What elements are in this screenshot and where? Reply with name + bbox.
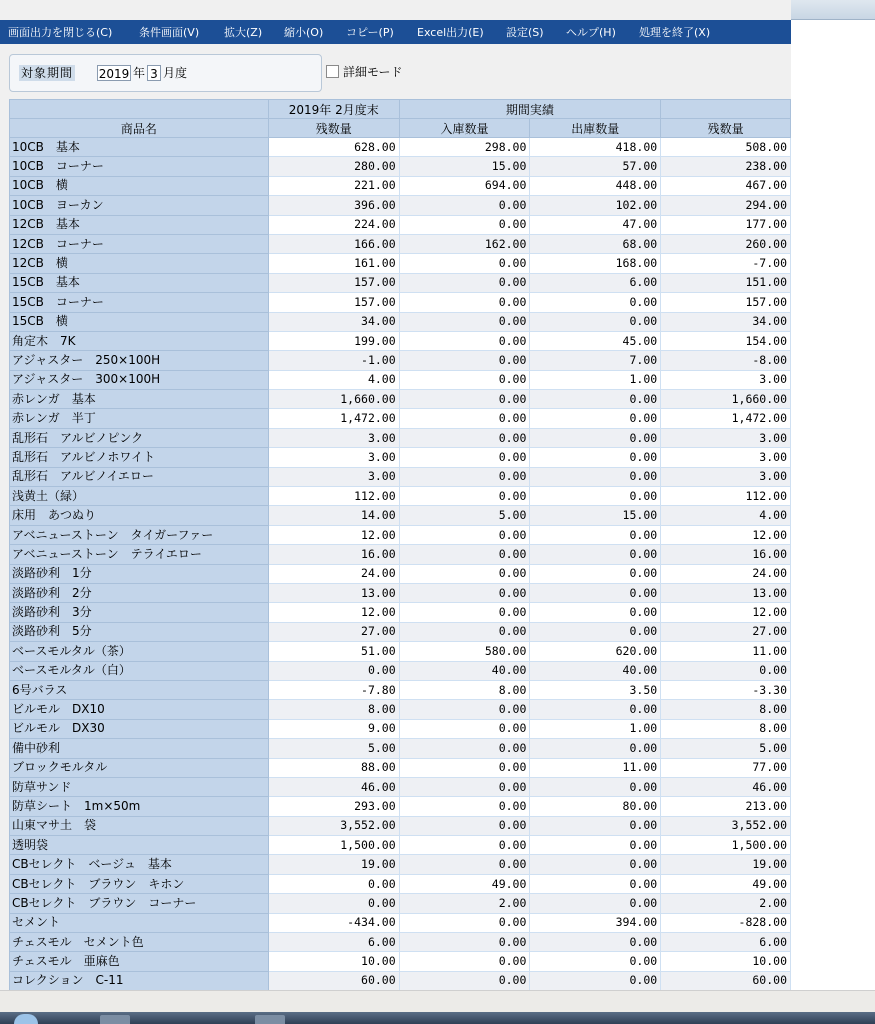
taskbar-app-icon[interactable] <box>100 1015 130 1024</box>
year-input[interactable]: 2019 <box>98 67 130 81</box>
product-name-cell: コレクション C-11 <box>10 971 269 990</box>
out-qty-cell: 0.00 <box>530 933 661 952</box>
prev-balance-cell: 27.00 <box>268 622 399 641</box>
in-qty-cell: 0.00 <box>399 525 530 544</box>
prev-balance-cell: 14.00 <box>268 506 399 525</box>
out-qty-cell: 0.00 <box>530 448 661 467</box>
in-qty-cell: 0.00 <box>399 448 530 467</box>
product-name-cell: ベースモルタル（茶） <box>10 642 269 661</box>
in-qty-cell: 0.00 <box>399 545 530 564</box>
in-qty-cell: 298.00 <box>399 138 530 157</box>
table-row[interactable] <box>10 390 791 409</box>
product-name-cell: 防草サンド <box>10 777 269 796</box>
header-prev-balance: 残数量 <box>268 119 399 138</box>
prev-balance-cell: 8.00 <box>268 700 399 719</box>
out-qty-cell: 1.00 <box>530 719 661 738</box>
balance-cell: 8.00 <box>661 719 791 738</box>
product-name-cell: アジャスター 300×100H <box>10 370 269 389</box>
header-out-qty: 出庫数量 <box>530 119 661 138</box>
prev-balance-cell: 5.00 <box>268 739 399 758</box>
table-row[interactable] <box>10 370 791 389</box>
product-name-cell: 備中砂利 <box>10 739 269 758</box>
in-qty-cell: 0.00 <box>399 952 530 971</box>
out-qty-cell: 6.00 <box>530 273 661 292</box>
balance-cell: 4.00 <box>661 506 791 525</box>
balance-cell: 1,660.00 <box>661 390 791 409</box>
inventory-table <box>9 99 791 990</box>
prev-balance-cell: 51.00 <box>268 642 399 661</box>
out-qty-cell: 0.00 <box>530 603 661 622</box>
balance-cell: 151.00 <box>661 273 791 292</box>
table-row[interactable] <box>10 700 791 719</box>
month-input[interactable]: 3 <box>147 65 161 81</box>
product-name-cell: 淡路砂利 3分 <box>10 603 269 622</box>
in-qty-cell: 0.00 <box>399 215 530 234</box>
prev-balance-cell: 3.00 <box>268 448 399 467</box>
out-qty-cell: 0.00 <box>530 293 661 312</box>
in-qty-cell: 40.00 <box>399 661 530 680</box>
table-row[interactable] <box>10 874 791 893</box>
table-row[interactable] <box>10 913 791 932</box>
out-qty-cell: 80.00 <box>530 797 661 816</box>
product-name-cell: 12CB 基本 <box>10 215 269 234</box>
table-row[interactable] <box>10 564 791 583</box>
product-name-cell: 10CB ヨーカン <box>10 196 269 215</box>
balance-cell: 60.00 <box>661 971 791 990</box>
table-row[interactable] <box>10 215 791 234</box>
balance-cell: -8.00 <box>661 351 791 370</box>
prev-balance-cell: 0.00 <box>268 661 399 680</box>
in-qty-cell: 0.00 <box>399 855 530 874</box>
table-row[interactable] <box>10 777 791 796</box>
balance-cell: -7.00 <box>661 254 791 273</box>
balance-cell: 3.00 <box>661 467 791 486</box>
balance-cell: 77.00 <box>661 758 791 777</box>
inventory-grid <box>9 99 791 990</box>
in-qty-cell: 49.00 <box>399 874 530 893</box>
out-qty-cell: 0.00 <box>530 525 661 544</box>
product-name-cell: 淡路砂利 5分 <box>10 622 269 641</box>
out-qty-cell: 0.00 <box>530 467 661 486</box>
prev-balance-cell: 199.00 <box>268 331 399 350</box>
balance-cell: 294.00 <box>661 196 791 215</box>
in-qty-cell: 0.00 <box>399 739 530 758</box>
out-qty-cell: 0.00 <box>530 428 661 447</box>
table-row[interactable] <box>10 836 791 855</box>
table-row[interactable] <box>10 583 791 602</box>
out-qty-cell: 0.00 <box>530 816 661 835</box>
out-qty-cell: 0.00 <box>530 564 661 583</box>
table-row[interactable] <box>10 855 791 874</box>
out-qty-cell: 448.00 <box>530 176 661 195</box>
out-qty-cell: 0.00 <box>530 622 661 641</box>
balance-cell: 34.00 <box>661 312 791 331</box>
prev-balance-cell: 3.00 <box>268 467 399 486</box>
product-name-cell: 淡路砂利 1分 <box>10 564 269 583</box>
table-row[interactable] <box>10 680 791 699</box>
in-qty-cell: 0.00 <box>399 564 530 583</box>
product-name-cell: アベニューストーン テライエロー <box>10 545 269 564</box>
balance-cell: 1,500.00 <box>661 836 791 855</box>
table-row[interactable] <box>10 545 791 564</box>
taskbar <box>0 1012 875 1024</box>
prev-balance-cell: 60.00 <box>268 971 399 990</box>
table-row[interactable] <box>10 351 791 370</box>
out-qty-cell: 0.00 <box>530 409 661 428</box>
balance-cell: 5.00 <box>661 739 791 758</box>
table-row[interactable] <box>10 971 791 990</box>
in-qty-cell: 0.00 <box>399 836 530 855</box>
period-label: 対象期間 <box>21 66 74 80</box>
table-row[interactable] <box>10 642 791 661</box>
table-row[interactable] <box>10 933 791 952</box>
balance-cell: 12.00 <box>661 525 791 544</box>
balance-cell: 213.00 <box>661 797 791 816</box>
balance-cell: 46.00 <box>661 777 791 796</box>
product-name-cell: セメント <box>10 913 269 932</box>
balance-cell: 467.00 <box>661 176 791 195</box>
prev-balance-cell: 19.00 <box>268 855 399 874</box>
balance-cell: -3.30 <box>661 680 791 699</box>
balance-cell: 49.00 <box>661 874 791 893</box>
out-qty-cell: 168.00 <box>530 254 661 273</box>
in-qty-cell: 0.00 <box>399 913 530 932</box>
product-name-cell: 15CB 基本 <box>10 273 269 292</box>
start-button-icon[interactable] <box>14 1014 38 1024</box>
balance-cell: 154.00 <box>661 331 791 350</box>
table-row[interactable] <box>10 506 791 525</box>
in-qty-cell: 0.00 <box>399 196 530 215</box>
prev-balance-cell: 157.00 <box>268 273 399 292</box>
table-row[interactable] <box>10 157 791 176</box>
table-row[interactable] <box>10 428 791 447</box>
product-name-cell: チェスモル セメント色 <box>10 933 269 952</box>
menu-condition-screen[interactable]: 条件画面(V) <box>139 26 200 39</box>
table-row[interactable] <box>10 487 791 506</box>
prev-balance-cell: 1,472.00 <box>268 409 399 428</box>
prev-balance-cell: 3.00 <box>268 428 399 447</box>
table-row[interactable] <box>10 196 791 215</box>
table-row[interactable] <box>10 816 791 835</box>
product-name-cell: 浅黄土（緑） <box>10 487 269 506</box>
prev-balance-cell: 224.00 <box>268 215 399 234</box>
table-row[interactable] <box>10 138 791 157</box>
product-name-cell: CBセレクト ブラウン キホン <box>10 874 269 893</box>
product-name-cell: CBセレクト ブラウン コーナー <box>10 894 269 913</box>
header-product-name: 商品名 <box>10 119 269 138</box>
product-name-cell: チェスモル 亜麻色 <box>10 952 269 971</box>
out-qty-cell: 0.00 <box>530 777 661 796</box>
table-row[interactable] <box>10 176 791 195</box>
prev-balance-cell: 0.00 <box>268 874 399 893</box>
in-qty-cell: 0.00 <box>399 797 530 816</box>
out-qty-cell: 0.00 <box>530 855 661 874</box>
table-row[interactable] <box>10 273 791 292</box>
prev-balance-cell: -434.00 <box>268 913 399 932</box>
in-qty-cell: 0.00 <box>399 293 530 312</box>
out-qty-cell: 418.00 <box>530 138 661 157</box>
in-qty-cell: 0.00 <box>399 777 530 796</box>
table-row[interactable] <box>10 448 791 467</box>
prev-balance-cell: 12.00 <box>268 603 399 622</box>
balance-cell: 19.00 <box>661 855 791 874</box>
out-qty-cell: 57.00 <box>530 157 661 176</box>
in-qty-cell: 0.00 <box>399 719 530 738</box>
out-qty-cell: 0.00 <box>530 739 661 758</box>
prev-balance-cell: 396.00 <box>268 196 399 215</box>
menu-settings[interactable]: 設定(S) <box>506 26 544 39</box>
balance-cell: 24.00 <box>661 564 791 583</box>
in-qty-cell: 0.00 <box>399 758 530 777</box>
header-balance: 残数量 <box>661 119 791 138</box>
out-qty-cell: 0.00 <box>530 971 661 990</box>
header-prev-period: 2019年 2月度末 <box>268 100 399 119</box>
in-qty-cell: 580.00 <box>399 642 530 661</box>
out-qty-cell: 394.00 <box>530 913 661 932</box>
out-qty-cell: 0.00 <box>530 545 661 564</box>
prev-balance-cell: 112.00 <box>268 487 399 506</box>
prev-balance-cell: 4.00 <box>268 370 399 389</box>
in-qty-cell: 0.00 <box>399 351 530 370</box>
status-bar <box>0 990 875 1013</box>
prev-balance-cell: 3,552.00 <box>268 816 399 835</box>
header-in-qty: 入庫数量 <box>399 119 530 138</box>
balance-cell: 13.00 <box>661 583 791 602</box>
balance-cell: 238.00 <box>661 157 791 176</box>
balance-cell: 157.00 <box>661 293 791 312</box>
table-row[interactable] <box>10 952 791 971</box>
balance-cell: 3.00 <box>661 370 791 389</box>
product-name-cell: アベニューストーン タイガーファー <box>10 525 269 544</box>
detail-mode-checkbox[interactable] <box>326 65 339 78</box>
in-qty-cell: 0.00 <box>399 603 530 622</box>
table-row[interactable] <box>10 622 791 641</box>
table-row[interactable] <box>10 797 791 816</box>
out-qty-cell: 11.00 <box>530 758 661 777</box>
balance-cell: 3,552.00 <box>661 816 791 835</box>
out-qty-cell: 1.00 <box>530 370 661 389</box>
in-qty-cell: 162.00 <box>399 234 530 253</box>
prev-balance-cell: 46.00 <box>268 777 399 796</box>
product-name-cell: ベースモルタル（白） <box>10 661 269 680</box>
prev-balance-cell: 221.00 <box>268 176 399 195</box>
in-qty-cell: 0.00 <box>399 971 530 990</box>
table-row[interactable] <box>10 234 791 253</box>
menu-close-screen[interactable]: 画面出力を閉じる(C) <box>8 26 113 39</box>
prev-balance-cell: 88.00 <box>268 758 399 777</box>
in-qty-cell: 2.00 <box>399 894 530 913</box>
prev-balance-cell: 1,660.00 <box>268 390 399 409</box>
in-qty-cell: 694.00 <box>399 176 530 195</box>
product-name-cell: 山東マサ土 袋 <box>10 816 269 835</box>
month-unit: 月度 <box>163 66 188 80</box>
in-qty-cell: 0.00 <box>399 409 530 428</box>
out-qty-cell: 0.00 <box>530 894 661 913</box>
prev-balance-cell: 1,500.00 <box>268 836 399 855</box>
balance-cell: 11.00 <box>661 642 791 661</box>
table-row[interactable] <box>10 293 791 312</box>
product-name-cell: 15CB コーナー <box>10 293 269 312</box>
header-blank <box>10 100 269 119</box>
balance-cell: 8.00 <box>661 700 791 719</box>
out-qty-cell: 0.00 <box>530 312 661 331</box>
in-qty-cell: 0.00 <box>399 933 530 952</box>
balance-cell: 508.00 <box>661 138 791 157</box>
prev-balance-cell: 9.00 <box>268 719 399 738</box>
out-qty-cell: 15.00 <box>530 506 661 525</box>
product-name-cell: 床用 あつぬり <box>10 506 269 525</box>
period-panel <box>9 54 322 92</box>
balance-cell: 1,472.00 <box>661 409 791 428</box>
in-qty-cell: 0.00 <box>399 700 530 719</box>
out-qty-cell: 3.50 <box>530 680 661 699</box>
balance-cell: 0.00 <box>661 661 791 680</box>
balance-cell: 3.00 <box>661 448 791 467</box>
balance-cell: 10.00 <box>661 952 791 971</box>
product-name-cell: アジャスター 250×100H <box>10 351 269 370</box>
menu-bar <box>0 20 791 44</box>
menu-excel-export[interactable]: Excel出力(E) <box>417 26 484 39</box>
out-qty-cell: 47.00 <box>530 215 661 234</box>
table-row[interactable] <box>10 894 791 913</box>
prev-balance-cell: 13.00 <box>268 583 399 602</box>
prev-balance-cell: 10.00 <box>268 952 399 971</box>
prev-balance-cell: -1.00 <box>268 351 399 370</box>
out-qty-cell: 0.00 <box>530 700 661 719</box>
balance-cell: 16.00 <box>661 545 791 564</box>
prev-balance-cell: -7.80 <box>268 680 399 699</box>
balance-cell: 27.00 <box>661 622 791 641</box>
product-name-cell: 赤レンガ 半丁 <box>10 409 269 428</box>
in-qty-cell: 0.00 <box>399 331 530 350</box>
balance-cell: 177.00 <box>661 215 791 234</box>
balance-cell: 12.00 <box>661 603 791 622</box>
table-row[interactable] <box>10 254 791 273</box>
in-qty-cell: 0.00 <box>399 467 530 486</box>
prev-balance-cell: 24.00 <box>268 564 399 583</box>
balance-cell: 2.00 <box>661 894 791 913</box>
product-name-cell: 12CB コーナー <box>10 234 269 253</box>
product-name-cell: ビルモル DX30 <box>10 719 269 738</box>
table-row[interactable] <box>10 312 791 331</box>
product-name-cell: 赤レンガ 基本 <box>10 390 269 409</box>
out-qty-cell: 45.00 <box>530 331 661 350</box>
product-name-cell: ビルモル DX10 <box>10 700 269 719</box>
table-row[interactable] <box>10 525 791 544</box>
balance-cell: 3.00 <box>661 428 791 447</box>
in-qty-cell: 0.00 <box>399 254 530 273</box>
out-qty-cell: 0.00 <box>530 390 661 409</box>
product-name-cell: ブロックモルタル <box>10 758 269 777</box>
in-qty-cell: 0.00 <box>399 370 530 389</box>
out-qty-cell: 0.00 <box>530 874 661 893</box>
taskbar-app-icon[interactable] <box>255 1015 285 1024</box>
prev-balance-cell: 16.00 <box>268 545 399 564</box>
prev-balance-cell: 161.00 <box>268 254 399 273</box>
table-row[interactable] <box>10 467 791 486</box>
product-name-cell: 乱形石 アルビノホワイト <box>10 448 269 467</box>
table-row[interactable] <box>10 758 791 777</box>
prev-balance-cell: 12.00 <box>268 525 399 544</box>
product-name-cell: 透明袋 <box>10 836 269 855</box>
product-name-cell: 15CB 横 <box>10 312 269 331</box>
table-row[interactable] <box>10 661 791 680</box>
menu-zoom-in[interactable]: 拡大(Z) <box>224 26 263 39</box>
balance-cell: 6.00 <box>661 933 791 952</box>
in-qty-cell: 0.00 <box>399 622 530 641</box>
out-qty-cell: 620.00 <box>530 642 661 661</box>
menu-zoom-out[interactable]: 縮小(O) <box>284 26 324 39</box>
header-blank-right <box>661 100 791 119</box>
product-name-cell: 防草シート 1m×50m <box>10 797 269 816</box>
table-row[interactable] <box>10 719 791 738</box>
product-name-cell: 角定木 7K <box>10 331 269 350</box>
out-qty-cell: 0.00 <box>530 487 661 506</box>
header-period-results: 期間実績 <box>399 100 661 119</box>
balance-cell: 260.00 <box>661 234 791 253</box>
product-name-cell: CBセレクト ベージュ 基本 <box>10 855 269 874</box>
out-qty-cell: 0.00 <box>530 952 661 971</box>
table-body <box>10 138 791 991</box>
out-qty-cell: 0.00 <box>530 836 661 855</box>
menu-exit[interactable]: 処理を終了(X) <box>639 26 711 39</box>
detail-mode-label: 詳細モード <box>343 65 403 79</box>
product-name-cell: 10CB 基本 <box>10 138 269 157</box>
in-qty-cell: 0.00 <box>399 487 530 506</box>
in-qty-cell: 8.00 <box>399 680 530 699</box>
out-qty-cell: 68.00 <box>530 234 661 253</box>
prev-balance-cell: 157.00 <box>268 293 399 312</box>
prev-balance-cell: 293.00 <box>268 797 399 816</box>
prev-balance-cell: 34.00 <box>268 312 399 331</box>
table-row[interactable] <box>10 409 791 428</box>
menu-help[interactable]: ヘルプ(H) <box>566 26 616 39</box>
prev-balance-cell: 166.00 <box>268 234 399 253</box>
in-qty-cell: 0.00 <box>399 816 530 835</box>
in-qty-cell: 0.00 <box>399 428 530 447</box>
in-qty-cell: 0.00 <box>399 390 530 409</box>
prev-balance-cell: 0.00 <box>268 894 399 913</box>
table-row[interactable] <box>10 603 791 622</box>
prev-balance-cell: 280.00 <box>268 157 399 176</box>
product-name-cell: 6号バラス <box>10 680 269 699</box>
product-name-cell: 12CB 横 <box>10 254 269 273</box>
in-qty-cell: 15.00 <box>399 157 530 176</box>
table-row[interactable] <box>10 739 791 758</box>
in-qty-cell: 5.00 <box>399 506 530 525</box>
product-name-cell: 乱形石 アルビノイエロー <box>10 467 269 486</box>
prev-balance-cell: 6.00 <box>268 933 399 952</box>
in-qty-cell: 0.00 <box>399 312 530 331</box>
table-row[interactable] <box>10 331 791 350</box>
balance-cell: -828.00 <box>661 913 791 932</box>
out-qty-cell: 7.00 <box>530 351 661 370</box>
year-unit: 年 <box>133 66 146 80</box>
product-name-cell: 10CB 横 <box>10 176 269 195</box>
prev-balance-cell: 628.00 <box>268 138 399 157</box>
in-qty-cell: 0.00 <box>399 583 530 602</box>
menu-copy[interactable]: コピー(P) <box>346 26 394 39</box>
product-name-cell: 乱形石 アルビノピンク <box>10 428 269 447</box>
out-qty-cell: 0.00 <box>530 583 661 602</box>
product-name-cell: 10CB コーナー <box>10 157 269 176</box>
out-qty-cell: 102.00 <box>530 196 661 215</box>
out-qty-cell: 40.00 <box>530 661 661 680</box>
balance-cell: 112.00 <box>661 487 791 506</box>
product-name-cell: 淡路砂利 2分 <box>10 583 269 602</box>
in-qty-cell: 0.00 <box>399 273 530 292</box>
